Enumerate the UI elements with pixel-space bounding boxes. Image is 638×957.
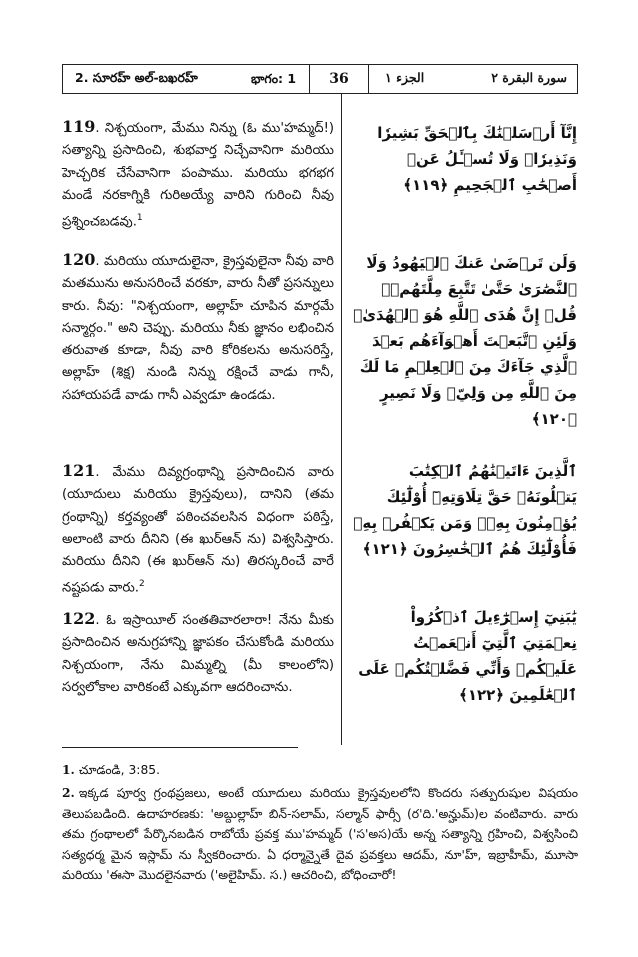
footnote-1 (62, 760, 578, 781)
verse-number: 121 (62, 461, 96, 480)
surah-title-arabic: سورة البقرة ٢ (491, 70, 567, 85)
verse-119-translation (62, 116, 334, 234)
verse-119-arabic: إِنَّآ أَرۡسَلۡنَٰكَ بِٱلۡحَقِّ بَشِيرٗا وَنَذِيرٗاۖ وَلَا تُسۡـَٔلُ عَنۡ أَصۡحَٰبِ ٱلۡجَحِيمِ ﴿١١٩﴾ (377, 124, 577, 194)
page-number: 36 (309, 64, 369, 94)
verse-number: 120 (62, 250, 96, 269)
verse-number: 122 (62, 609, 96, 628)
verse-122-translation (62, 608, 334, 699)
footnote-2 (62, 783, 578, 886)
verse-text: . మేము దివ్యగ్రంథాన్ని ప్రసాదించిన వారు (యూదులు మరియు క్రైస్తవులు), దానిని (తమ గ్రంథాన్ని) కర్తవ్యంతో పఠించవలసిన విధంగా పఠిస్తే, అలాంటి వారు దీనిని (ఈ ఖుర్ఆన్ ను) విశ్వసిస్తారు. మరియు దీనిని (ఈ ఖుర్ఆన్ ను) తిరస్కరించే వారే నష్టపడు వారు. (62, 465, 334, 596)
footnote-marker: 2 (138, 579, 145, 590)
page-header (62, 64, 578, 94)
surah-telugu-title: 2. సూరహ్ అల్-బఖరహ్ (75, 69, 198, 85)
footnote-number: 2. (62, 785, 75, 800)
juz-label-arabic: الجزء ١ (385, 70, 425, 85)
verse-text: . నిశ్చయంగా, మేము నిన్ను (ఓ ము'హమ్మద్!) సత్యాన్ని ప్రసాదించి, శుభవార్త నిచ్చేవానిగా మరియు హెచ్చరిక చేసేవానిగా పంపాము. మరియు భగభగ మండే నరకాగ్నికి గురిఅయ్యే వారిని గురించి నీవు ప్రశ్నించబడవు. (62, 121, 334, 230)
verse-number: 119 (62, 117, 96, 136)
column-divider (341, 94, 342, 745)
footnote-marker: 1 (136, 213, 143, 224)
verse-120-translation (62, 249, 334, 407)
verse-122-arabic: يَٰبَنِيٓ إِسۡرَٰٓءِيلَ ٱذۡكُرُواْ نِعۡمَتِيَ ٱلَّتِيٓ أَنۡعَمۡتُ عَلَيۡكُمۡ وَأَنِّي فَضَّلۡتُكُمۡ عَلَى ٱلۡعَٰلَمِينَ ﴿١٢٢﴾ (358, 608, 577, 704)
verse-121-arabic: ٱلَّذِينَ ءَاتَيۡنَٰهُمُ ٱلۡكِتَٰبَ يَتۡلُونَهُۥ حَقَّ تِلَاوَتِهِۦٓ أُوْلَٰٓئِكَ يُؤۡمِنُونَ بِهِۦۗ وَمَن يَكۡفُرۡ بِهِۦ فَأُوْلَٰٓئِكَ هُمُ ٱلۡخَٰسِرُونَ ﴿١٢١﴾ (353, 462, 577, 558)
part-label: భాగం: 1 (251, 71, 297, 86)
verse-text: . మరియు యూదులైనా, క్రైస్తవులైనా నీవు వారి మతమును అనుసరించే వరకూ, వారు నీతో ప్రసన్నులు కారు. నీవు: "నిశ్చయంగా, అల్లాహ్ చూపిన మార్గమే సన్మార్గం." అని చెప్పు. మరియు నీకు జ్ఞానం లభించిన తరువాత కూడా, నీవు వారి కోరికలను అనుసరిస్తే, అల్లాహ్ (శిక్ష) నుండి నిన్ను రక్షించే వాడు గానీ, సహాయపడే వాడు గానీ ఎవ్వడూ ఉండడు. (62, 254, 334, 403)
verse-120-arabic: وَلَن تَرۡضَىٰ عَنكَ ٱلۡيَهُودُ وَلَا ٱلنَّصَٰرَىٰ حَتَّىٰ تَتَّبِعَ مِلَّتَهُمۡۗ قُلۡ إِنَّ هُدَى ٱللَّهِ هُوَ ٱلۡهُدَىٰۗ وَلَئِنِ ٱتَّبَعۡتَ أَهۡوَآءَهُم بَعۡدَ ٱلَّذِي جَآءَكَ مِنَ ٱلۡعِلۡمِ مَا لَكَ مِنَ ٱللَّهِ مِن وَلِيّٖ وَلَا نَصِيرٍ ﴿١٢٠﴾ (353, 254, 577, 428)
footnote-number: 1. (62, 762, 75, 777)
verse-121-translation (62, 460, 334, 600)
verse-text: . ఓ ఇస్రాయీల్ సంతతివారలారా! నేను మీకు ప్రసాదించిన అనుగ్రహాన్ని జ్ఞాపకం చేసుకోండి మరియు నిశ్చయంగా, నేను మిమ్మల్ని (మీ కాలంలోని) సర్వలోకాల వారికంటే ఎక్కువగా ఆదరించాను. (62, 613, 334, 695)
footnote-text: ఇక్కడ పూర్వ గ్రంథప్రజలు, అంటే యూదులు మరియు క్రైస్తవులలోని కొందరు సత్పురుషుల విషయం తెలుపబడింది. ఉదాహరణకు: 'అబ్దుల్లాహ్ బిన్-సలామ్, సల్మాన్ ఫార్సీ (ర'ది.'అన్హుమ్)ల వంటివారు. వారు తమ గ్రంథాలలో పేర్కొనబడిన రాబోయే ప్రవక్త ము'హమ్మద్ ('స'అస)యే అన్న సత్యాన్ని గ్రహించి, విశ్వసించి సత్యధర్మ మైన ఇస్లామ్ ను స్వీకరించారు. ఏ ధర్మాన్నైతే దైవ ప్రవక్తలు ఆదమ్, నూ'హ్, ఇబ్రాహీమ్, మూసా మరియు 'ఈసా మొదలైనవారు ('అలైహిమ్. స.) ఆచరించి, బోధించారో! (62, 786, 578, 882)
footnote-separator (62, 747, 298, 748)
footnote-text: చూడండి, 3:85. (78, 763, 160, 777)
